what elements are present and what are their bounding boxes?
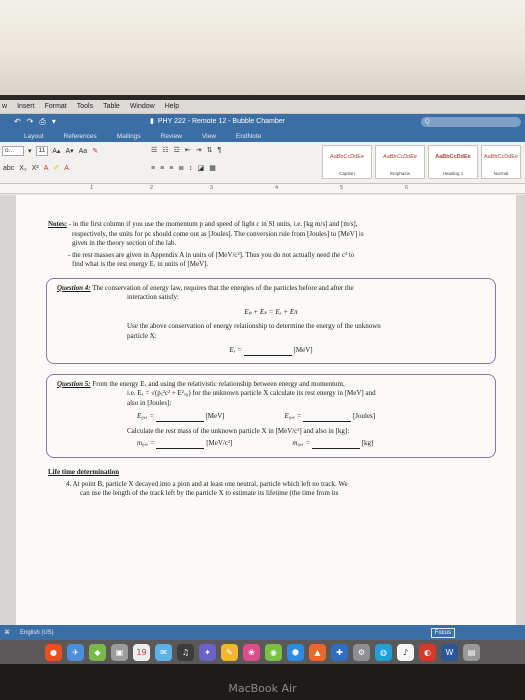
bullets-icon[interactable]: ☰ bbox=[151, 147, 158, 154]
style-heading-1[interactable]: AaBbCcDdEe Heading 1 bbox=[428, 145, 478, 179]
menu-item-help[interactable]: Help bbox=[164, 103, 180, 110]
question-4-text: Question 4: The conservation of energy law, requires that the energies of the particles before and after the bbox=[57, 283, 354, 292]
document-title bbox=[150, 117, 285, 125]
menu-item-insert[interactable]: Insert bbox=[17, 103, 35, 110]
document-title-text: PHY 222 - Remote 12 - Bubble Chamber bbox=[157, 117, 285, 125]
font-row-2 bbox=[2, 164, 70, 172]
note-2: - the rest masses are given in Appendix A in units of [MeV/c²]. Thus you do not actually need the c² to bbox=[68, 250, 355, 259]
item-4-line-2: can use the length of the track left by the particle X to estimate its lifetime (the time from its bbox=[80, 489, 339, 497]
subscript-icon[interactable]: X₂ bbox=[19, 164, 27, 172]
clear-format-icon[interactable]: ✎ bbox=[92, 148, 99, 155]
align-left-icon[interactable]: ≡ bbox=[151, 164, 156, 172]
question-4-instruction-2: particle X: bbox=[127, 331, 157, 340]
menu-item-word[interactable]: w bbox=[2, 103, 8, 110]
app-icon[interactable]: ● bbox=[45, 644, 62, 661]
search-input[interactable]: Q bbox=[421, 117, 521, 127]
question-5-mass-text: Calculate the rest mass of the unknown particle X in [MeV/c²] and also in [kg]: bbox=[127, 426, 350, 435]
superscript-icon[interactable]: X² bbox=[31, 164, 39, 172]
notes-label: Notes: bbox=[48, 220, 68, 228]
style-caption[interactable]: AaBbCcDdEe Caption bbox=[322, 145, 372, 179]
note-1: Notes: - in the first column if you use the momentum p and speed of light c in SI units, i.e. [kg m/s] and [m/s], bbox=[48, 220, 358, 228]
strikethrough-icon[interactable]: abc bbox=[3, 164, 15, 172]
ruler-mark: 1 bbox=[90, 185, 94, 191]
grow-font-icon[interactable]: A▴ bbox=[52, 148, 61, 155]
sort-icon[interactable]: ⇅ bbox=[206, 147, 213, 154]
font-name-field[interactable]: o... bbox=[2, 146, 24, 156]
justify-icon[interactable]: ≣ bbox=[178, 165, 185, 172]
question-5-text-3: also in [Joules]: bbox=[127, 398, 172, 407]
app-icon[interactable]: ◉ bbox=[265, 644, 282, 661]
multilevel-list-icon[interactable]: ☲ bbox=[173, 147, 180, 154]
style-emphasis[interactable]: AaBbCcDdEe Emphasis bbox=[375, 145, 425, 179]
app-icon[interactable]: ⬢ bbox=[287, 644, 304, 661]
trash-icon[interactable]: ▤ bbox=[463, 644, 480, 661]
app-icon[interactable]: ♪ bbox=[397, 644, 414, 661]
ribbon-tabs bbox=[0, 130, 525, 142]
tab-mailings[interactable]: Mailings bbox=[116, 133, 141, 140]
undo-icon[interactable]: ↶ bbox=[14, 117, 21, 126]
tab-layout[interactable]: Layout bbox=[24, 133, 44, 140]
note-1-line-2: respectively, the units for pc should come out as [Joules]. The conversion rule from [Joules] to [MeV] is bbox=[72, 229, 364, 238]
ruler-mark: 4 bbox=[275, 185, 279, 191]
question-4-text-2: interaction satisfy: bbox=[127, 293, 179, 301]
app-icon[interactable]: ✦ bbox=[199, 644, 216, 661]
question-5-box bbox=[46, 374, 496, 458]
borders-icon[interactable]: ▦ bbox=[209, 165, 216, 172]
dock bbox=[0, 640, 525, 664]
proofing-icon[interactable]: ⌘ bbox=[4, 630, 10, 636]
align-center-icon[interactable]: ≡ bbox=[160, 164, 165, 172]
styles-gallery bbox=[322, 145, 521, 179]
app-icon[interactable]: ◍ bbox=[375, 644, 392, 661]
energy-conservation-equation: Eₚ + Eₖ = Eₓ + Eπ bbox=[244, 307, 298, 316]
highlight-icon[interactable]: ✐ bbox=[53, 165, 60, 172]
font-row-1 bbox=[2, 146, 99, 156]
note-2-line-2: find what is the rest energy Eᵣ in units of [MeV]. bbox=[72, 260, 209, 268]
answer-blank[interactable] bbox=[312, 441, 360, 449]
menu-item-window[interactable]: Window bbox=[129, 103, 155, 110]
app-icon[interactable]: ◆ bbox=[89, 644, 106, 661]
question-4-box bbox=[46, 278, 496, 364]
status-bar bbox=[0, 625, 525, 640]
rest-mass-answers: m₀,ₓ = [MeV/c²] m₀,ₓ = [kg] bbox=[137, 439, 374, 447]
note-1-line-3: given in the theory section of the lab. bbox=[72, 239, 177, 247]
shrink-font-icon[interactable]: A▾ bbox=[65, 148, 74, 155]
font-color-icon[interactable]: A bbox=[64, 164, 69, 172]
numbering-icon[interactable]: ☷ bbox=[162, 147, 169, 154]
app-icon[interactable]: ❀ bbox=[243, 644, 260, 661]
answer-blank[interactable] bbox=[156, 414, 204, 422]
background-wall bbox=[0, 0, 525, 95]
font-dropdown-icon[interactable]: ▾ bbox=[28, 148, 32, 155]
language-label[interactable]: English (US) bbox=[20, 629, 54, 636]
tab-review[interactable]: Review bbox=[160, 133, 182, 140]
question-4-instruction: Use the above conservation of energy relationship to determine the energy of the unknown bbox=[127, 322, 381, 330]
menu-bar bbox=[0, 100, 525, 114]
app-icon[interactable]: ✎ bbox=[221, 644, 238, 661]
document-area bbox=[0, 195, 525, 625]
style-normal[interactable]: AaBbCcDdEe Normal bbox=[481, 145, 521, 179]
app-icon[interactable]: ◐ bbox=[419, 644, 436, 661]
line-spacing-icon[interactable]: ↕ bbox=[189, 164, 193, 172]
tab-references[interactable]: References bbox=[63, 133, 97, 140]
tab-endnote[interactable]: EndNote bbox=[235, 133, 262, 140]
app-icon[interactable]: ✈ bbox=[67, 644, 84, 661]
app-icon[interactable]: ⚙ bbox=[353, 644, 370, 661]
redo-icon[interactable]: ↷ bbox=[26, 117, 34, 126]
align-right-icon[interactable]: ≡ bbox=[169, 164, 174, 172]
document-page[interactable] bbox=[16, 195, 516, 625]
question-4-answer: Eₓ = [MeV] bbox=[229, 346, 313, 354]
answer-blank[interactable] bbox=[156, 441, 204, 449]
menu-item-format[interactable]: Format bbox=[44, 103, 67, 110]
section-title: Life time determination bbox=[48, 467, 120, 476]
item-4-line-1: 4. At point B, particle X decayed into a pion and at least one neutral, particle which left no track. We bbox=[66, 479, 348, 488]
shading-icon[interactable]: ◪ bbox=[197, 165, 205, 172]
rest-energy-answers: E₀,ₓ = [MeV] E₀,ₓ = [Joules] bbox=[137, 412, 376, 420]
ruler-mark: 2 bbox=[150, 185, 154, 191]
text-effects-icon[interactable]: A bbox=[43, 164, 49, 172]
font-size-field[interactable]: 11 bbox=[36, 146, 49, 156]
answer-blank[interactable] bbox=[303, 414, 351, 422]
app-icon[interactable]: ✉ bbox=[155, 644, 172, 661]
app-icon[interactable]: ▲ bbox=[309, 644, 326, 661]
ruler-mark: 5 bbox=[340, 185, 344, 191]
app-icon[interactable]: ✚ bbox=[331, 644, 348, 661]
screen bbox=[0, 100, 525, 640]
ribbon-home bbox=[0, 142, 525, 184]
laptop-brand: MacBook Air bbox=[228, 682, 297, 695]
ruler[interactable] bbox=[0, 184, 525, 194]
app-icon[interactable]: ♫ bbox=[177, 644, 194, 661]
app-icon[interactable]: ▣ bbox=[111, 644, 128, 661]
focus-button[interactable]: Focus bbox=[431, 628, 455, 638]
change-case-icon[interactable]: Aa bbox=[78, 147, 88, 155]
question-5-text-2: i.e. Eₓ = √(pₓ²c² + E²ₓ₀) for the unknown particle X calculate its rest energy in [MeV] and bbox=[127, 389, 376, 397]
decrease-indent-icon[interactable]: ⇤ bbox=[184, 147, 191, 154]
print-icon[interactable]: ⎙ bbox=[39, 117, 46, 126]
increase-indent-icon[interactable]: ⇥ bbox=[195, 147, 202, 154]
question-5-text: Question 5: From the energy Eₓ and using the relativistic relationship between energy and momentum, bbox=[57, 379, 345, 388]
quick-access-toolbar bbox=[14, 117, 56, 127]
menu-item-table[interactable]: Table bbox=[103, 103, 120, 110]
title-bar bbox=[0, 114, 525, 130]
ruler-mark: 3 bbox=[210, 185, 214, 191]
paragraph-row-2 bbox=[150, 164, 217, 172]
pilcrow-icon[interactable]: ¶ bbox=[217, 146, 222, 154]
word-app-icon[interactable]: W bbox=[441, 644, 458, 661]
paragraph-row-1 bbox=[150, 146, 222, 154]
menu-item-tools[interactable]: Tools bbox=[76, 103, 94, 110]
document-icon: ▮ bbox=[150, 118, 154, 125]
answer-blank[interactable] bbox=[244, 348, 292, 356]
customize-icon[interactable]: ▾ bbox=[51, 117, 56, 126]
notes-block bbox=[48, 220, 498, 270]
tab-view[interactable]: View bbox=[201, 133, 216, 140]
ruler-mark: 6 bbox=[405, 185, 409, 191]
calendar-icon[interactable]: 19 bbox=[133, 644, 150, 661]
